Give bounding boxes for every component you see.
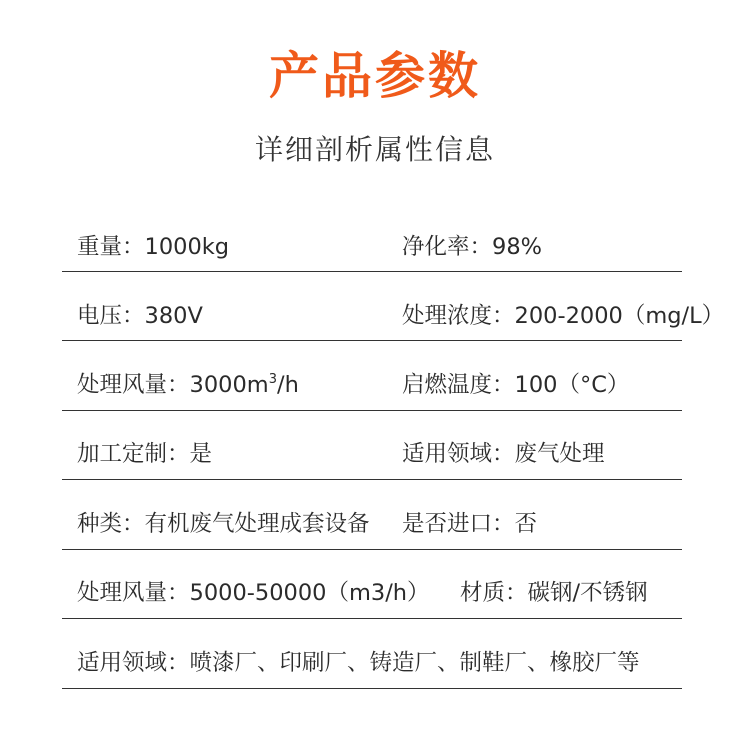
spec-applications: [77, 645, 640, 677]
spec-type: [77, 506, 370, 538]
spec-superscript: 3: [268, 371, 277, 387]
spec-label: 处理风量：: [77, 580, 190, 606]
spec-value: 废气处理: [514, 441, 605, 467]
spec-row-voltage: [62, 272, 725, 342]
spec-value: 5000-50000（m3/h）: [189, 580, 430, 606]
spec-row-airflow-range: [62, 550, 682, 620]
spec-airflow: [77, 367, 299, 399]
spec-value: 100（°C）: [514, 371, 630, 398]
spec-label: 处理浓度：: [402, 303, 515, 329]
spec-value: 200-2000（mg/L）: [514, 303, 725, 329]
spec-value: 380V: [144, 303, 203, 329]
spec-concentration: [402, 298, 724, 330]
spec-label: 适用领域：: [402, 441, 515, 467]
spec-label: 是否进口：: [402, 510, 515, 537]
spec-value: 98%: [492, 233, 543, 260]
spec-label: 种类：: [77, 510, 145, 537]
spec-value: 有机废气处理成套设备: [144, 510, 370, 537]
spec-value: 1000kg: [144, 233, 230, 260]
spec-application-field: [402, 436, 605, 468]
spec-row-customization: [62, 411, 682, 481]
spec-value: 否: [514, 510, 538, 537]
spec-unit-suffix: /h: [276, 371, 299, 398]
spec-label: 电压：: [77, 303, 145, 329]
spec-label: 净化率：: [402, 233, 493, 260]
spec-label: 加工定制：: [77, 441, 190, 467]
spec-label: 重量：: [77, 233, 145, 260]
spec-imported: [402, 506, 537, 538]
spec-voltage: [77, 298, 203, 330]
spec-row-applications: [62, 619, 682, 689]
spec-airflow-range: [77, 575, 430, 607]
spec-ignition-temperature: [402, 367, 629, 399]
spec-purification-rate: [402, 229, 542, 261]
spec-table: [62, 202, 725, 689]
spec-label: 启燃温度：: [402, 371, 515, 398]
spec-value: 是: [189, 441, 213, 467]
spec-weight: [77, 229, 229, 261]
spec-value: 碳钢/不锈钢: [527, 580, 648, 606]
spec-row-type: [62, 480, 682, 550]
spec-customization: [77, 436, 212, 468]
page-title: 产品参数: [269, 47, 481, 105]
spec-material: [460, 575, 648, 607]
spec-label: 适用领域：: [77, 649, 190, 676]
spec-row-airflow: [62, 341, 682, 411]
spec-value: 3000m: [189, 371, 269, 398]
spec-row-weight: [62, 202, 682, 272]
spec-label: 材质：: [460, 580, 528, 606]
spec-label: 处理风量：: [77, 371, 190, 398]
spec-value: 喷漆厂、印刷厂、铸造厂、制鞋厂、橡胶厂等: [189, 649, 640, 676]
page-subtitle: 详细剖析属性信息: [254, 133, 495, 166]
